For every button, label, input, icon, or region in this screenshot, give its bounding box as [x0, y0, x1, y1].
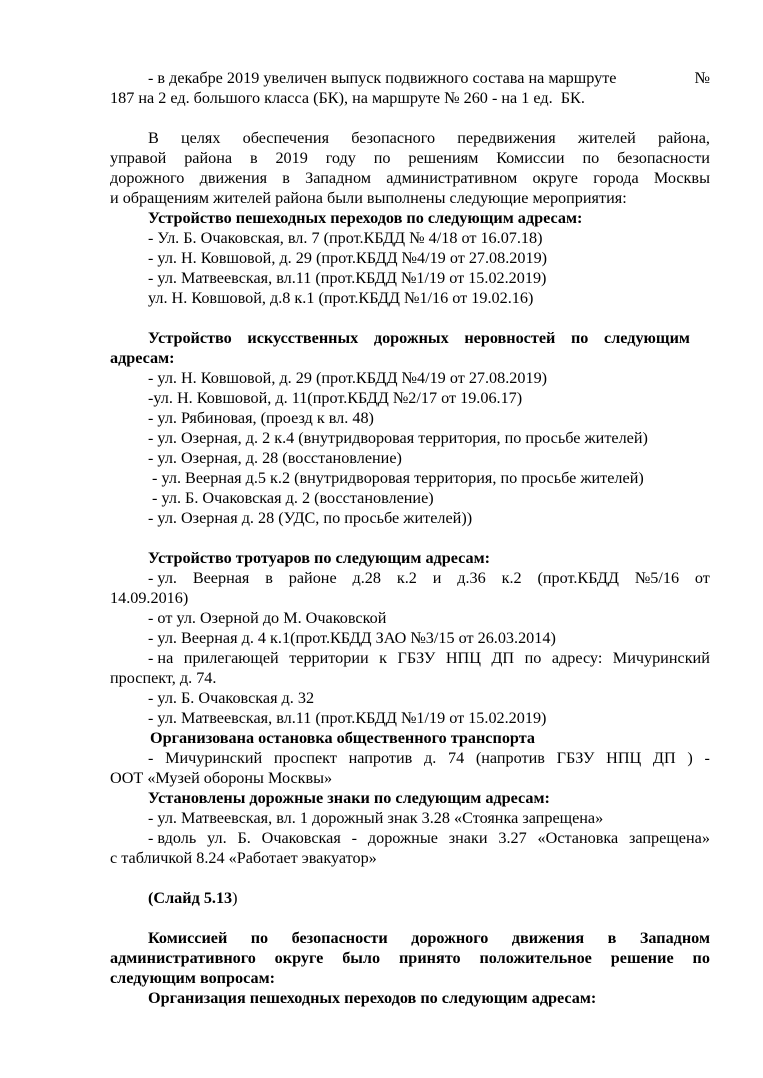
sidewalk-item: - ул. Матвеевская, вл.11 (прот.КБДД №1/19 от 15.02.2019) [148, 709, 547, 727]
word: - [148, 749, 154, 767]
word: году [325, 149, 356, 167]
word: прилегающей [183, 649, 279, 667]
word: безопасного [351, 129, 436, 147]
word: неровностей [464, 329, 556, 347]
measures-line-1 [148, 128, 710, 148]
word: от [694, 569, 710, 587]
bump-item: - ул. Озерная, д. 2 к.4 (внутридворовая территория, по просьбе жителей) [148, 429, 648, 447]
word: д.36 [457, 569, 486, 587]
word: в [282, 169, 290, 187]
word: следующим [604, 329, 690, 347]
word: 74 [447, 749, 465, 767]
word: решение [610, 949, 674, 967]
sidewalk-item: - ул. Веерная д. 4 к.1(прот.КБДД ЗАО №3/15 от 26.03.2014) [148, 629, 556, 647]
sidewalk-item: - ул. Б. Очаковская д. 32 [148, 689, 315, 707]
word: административном [386, 169, 518, 187]
measures-line-4: и обращениям жителей района были выполнены следующие мероприятия: [110, 189, 627, 207]
word: целях [180, 129, 221, 147]
word: - [704, 749, 710, 767]
intro-text: - в декабре 2019 увеличен выпуск подвижного состава на маршруте [148, 69, 617, 87]
word: управой [110, 149, 167, 167]
commission-line-4: Организация пешеходных переходов по следующим адресам: [148, 989, 597, 1007]
slide-reference [148, 888, 238, 908]
word: по [373, 149, 391, 167]
word: принято [398, 949, 461, 967]
word: безопасности [617, 149, 710, 167]
bump-item: - ул. Б. Очаковская д. 2 (восстановление) [148, 489, 434, 507]
word: Комиссии [496, 149, 565, 167]
bumps-heading-line-2: адресам: [110, 349, 175, 367]
word: жителей [577, 129, 636, 147]
word: в [249, 149, 258, 167]
slide-reference-close: ) [232, 889, 238, 907]
word: по [570, 329, 589, 347]
word: Комиссией [148, 929, 228, 947]
crossing-item: - ул. Матвеевская, вл.11 (прот.КБДД №1/19 от 15.02.2019) [148, 269, 547, 287]
word: ДП [491, 649, 515, 667]
word: района, [658, 129, 710, 147]
word: запрещена» [629, 829, 710, 847]
bumps-heading-line-1 [148, 328, 690, 348]
word: положительное [479, 949, 592, 967]
word: - ул. [148, 569, 177, 587]
sign-item-2-line-2: с табличкой 8.24 «Работает эвакуатор» [110, 849, 377, 867]
word: в [607, 929, 617, 947]
commission-line-2 [110, 948, 710, 968]
measures-line-2 [110, 148, 710, 168]
crossing-item: ул. Н. Ковшовой, д.8 к.1 (прот.КБДД №1/16 от 19.02.16) [148, 289, 534, 307]
word: решениям [408, 149, 479, 167]
word: д. [423, 749, 437, 767]
word: ДП [652, 749, 676, 767]
word: и [432, 569, 442, 587]
word: районе [288, 569, 337, 587]
word: В [148, 129, 159, 147]
word: - на [148, 649, 174, 667]
word: д.28 [352, 569, 381, 587]
word: к.2 [501, 569, 522, 587]
word: движения [199, 169, 268, 187]
word: ГБЗУ [397, 649, 436, 667]
slide-reference-label: (Слайд 5.13 [148, 889, 233, 907]
sidewalks-heading: Устройство тротуаров по следующим адресам: [148, 549, 491, 567]
word: Мичуринский [165, 749, 263, 767]
word: Мичуринский [612, 649, 710, 667]
word: движения [511, 929, 585, 947]
word: напротив [348, 749, 413, 767]
word: Очаковская [261, 829, 341, 847]
word: к.2 [396, 569, 417, 587]
transport-stop-line-2: ООТ «Музей обороны Москвы» [110, 769, 333, 787]
sidewalk-item-4-line-2: проспект, д. 74. [110, 669, 217, 687]
commission-line-3: следующим вопросам: [110, 969, 275, 987]
word: Веерная [192, 569, 250, 587]
word: - вдоль [148, 829, 197, 847]
word: адресу: [551, 649, 603, 667]
word: дорожные [367, 829, 438, 847]
word: района [184, 149, 233, 167]
commission-line-1 [148, 928, 710, 948]
word: по [524, 649, 542, 667]
crossing-item: - Ул. Б. Очаковская, вл. 7 (прот.КБДД № 4/18 от 16.07.18) [148, 229, 543, 247]
sidewalk-item-1-line-2: 14.09.2016) [110, 589, 189, 607]
word: дорожного [110, 169, 185, 187]
word: ул. [207, 829, 227, 847]
crossings-heading: Устройство пешеходных переходов по следующим адресам: [148, 209, 583, 227]
intro-line-2: 187 на 2 ед. большого класса (БК), на маршруте № 260 - на 1 ед. БК. [110, 89, 585, 107]
bump-item: - ул. Озерная д. 28 (УДС, по просьбе жителей)) [148, 509, 473, 527]
word: в [265, 569, 273, 587]
word: знаки [448, 829, 488, 847]
word: - [351, 829, 358, 847]
word: 2019 [275, 149, 308, 167]
word: дорожных [373, 329, 449, 347]
word: проспект [273, 749, 337, 767]
transport-stop-heading: Организована остановка общественного транспорта [150, 729, 535, 747]
word: Западном [639, 929, 710, 947]
word: ) [687, 749, 693, 767]
sidewalk-item: - от ул. Озерной до М. Очаковской [148, 609, 387, 627]
word: по [692, 949, 710, 967]
intro-number-sign: № [694, 69, 710, 87]
bump-item: - ул. Озерная, д. 28 (восстановление) [148, 449, 402, 467]
word: обеспечения [242, 129, 330, 147]
word: передвижения [457, 129, 556, 147]
transport-stop-line-1 [148, 748, 710, 768]
word: искусственных [247, 329, 359, 347]
bump-item: - ул. Н. Ковшовой, д. 29 (прот.КБДД №4/19 от 27.08.2019) [148, 369, 548, 387]
intro-line-1 [148, 68, 710, 88]
bump-item: -ул. Н. Ковшовой, д. 11(прот.КБДД №2/17 от 19.06.17) [148, 389, 523, 407]
word: было [342, 949, 381, 967]
word: НПЦ [606, 749, 642, 767]
sign-item-2-line-1 [148, 828, 710, 848]
word: территории [289, 649, 369, 667]
word: 3.27 [498, 829, 527, 847]
word: №5/16 [634, 569, 680, 587]
crossing-item: - ул. Н. Ковшовой, д. 29 (прот.КБДД №4/19 от 27.08.2019) [148, 249, 548, 267]
word: ГБЗУ [556, 749, 595, 767]
word: дорожного [411, 929, 489, 947]
word: безопасности [291, 929, 388, 947]
word: «Остановка [537, 829, 619, 847]
word: округе [532, 169, 578, 187]
word: к [379, 649, 388, 667]
signs-heading: Установлены дорожные знаки по следующим адресам: [148, 789, 550, 807]
measures-line-3 [110, 168, 710, 188]
word: города [593, 169, 639, 187]
word: (прот.КБДД [537, 569, 619, 587]
word: Устройство [148, 329, 232, 347]
sidewalk-item-1-line-1 [148, 568, 710, 588]
word: НПЦ [445, 649, 481, 667]
word: по [582, 149, 600, 167]
word: Москвы [653, 169, 710, 187]
word: (напротив [475, 749, 545, 767]
word: по [250, 929, 269, 947]
bump-item: - ул. Рябиновая, (проезд к вл. 48) [148, 409, 374, 427]
word: Западном [305, 169, 371, 187]
sign-item: - ул. Матвеевская, вл. 1 дорожный знак 3.28 «Стоянка запрещена» [148, 809, 604, 827]
sidewalk-item-4-line-1 [148, 648, 710, 668]
bump-item: - ул. Веерная д.5 к.2 (внутридворовая территория, по просьбе жителей) [148, 469, 644, 487]
word: округе [274, 949, 324, 967]
word: административного [110, 949, 256, 967]
word: Б. [237, 829, 251, 847]
